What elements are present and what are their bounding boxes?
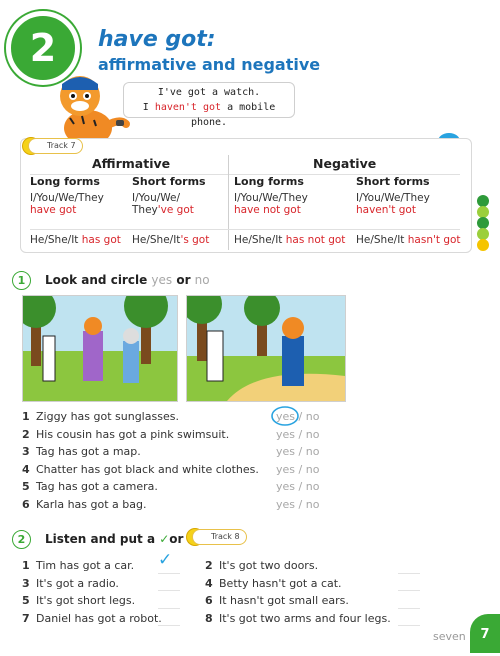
yes-no-option[interactable]: yes / no bbox=[276, 462, 320, 476]
aff-short-row2: He/She/It's got bbox=[132, 234, 210, 246]
list-item: 3 Tag has got a map. bbox=[22, 445, 141, 459]
tiger-mascot-illustration bbox=[40, 68, 130, 148]
answer-line[interactable] bbox=[398, 573, 420, 574]
speech-bubble bbox=[123, 82, 295, 128]
neg-short-forms-heading: Short forms bbox=[356, 175, 430, 188]
list-item: 8 It's got two arms and four legs. bbox=[205, 612, 391, 626]
yes-no-option[interactable]: yes / no bbox=[276, 410, 320, 423]
aff-long-forms-heading: Long forms bbox=[30, 175, 100, 188]
speech-line-2: I haven't got a mobile phone. bbox=[142, 102, 276, 128]
list-item: 5 Tag has got a camera. bbox=[22, 480, 158, 494]
lesson-title: have got: bbox=[98, 27, 216, 52]
aff-short-row1: I/You/We/ They've got bbox=[132, 192, 194, 216]
list-item: 6 Karla has got a bag. bbox=[22, 497, 147, 511]
list-item: 4 Betty hasn't got a cat. bbox=[205, 576, 342, 590]
track-8-label[interactable]: Track 8 bbox=[192, 529, 247, 545]
page-number-tab: 7 bbox=[470, 614, 500, 653]
aff-short-forms-heading: Short forms bbox=[132, 175, 206, 188]
exercise-1-instruction: Look and circle yes or no bbox=[45, 273, 210, 287]
neg-short-row1: I/You/We/They haven't got bbox=[356, 192, 430, 216]
yes-no-option[interactable]: yes / no bbox=[276, 480, 320, 494]
lesson-subtitle: affirmative and negative bbox=[98, 55, 321, 74]
page-number-word: seven bbox=[433, 630, 466, 643]
scene-picture-2 bbox=[186, 295, 346, 402]
list-item: 6 It hasn't got small ears. bbox=[205, 594, 349, 608]
answer-line[interactable] bbox=[398, 608, 420, 609]
lesson-number-badge: 2 bbox=[6, 11, 80, 85]
divider bbox=[228, 155, 229, 250]
answer-line[interactable] bbox=[158, 608, 180, 609]
answer-line[interactable] bbox=[158, 573, 180, 574]
affirmative-heading: Affirmative bbox=[92, 156, 171, 171]
list-item: 2 It's got two doors. bbox=[205, 559, 319, 572]
exercise-2-number: 2 bbox=[12, 530, 31, 549]
list-item: 1 Ziggy has got sunglasses. bbox=[22, 410, 179, 423]
list-item: 1 Tim has got a car. bbox=[22, 559, 135, 572]
exercise-2-right-list bbox=[205, 559, 405, 630]
divider bbox=[30, 229, 460, 230]
answer-line[interactable] bbox=[398, 590, 420, 591]
answer-line[interactable] bbox=[398, 625, 420, 626]
scene-picture-1 bbox=[22, 295, 178, 402]
answer-circle-mark bbox=[270, 404, 300, 426]
answer-line[interactable] bbox=[158, 625, 180, 626]
list-item: 4 Chatter has got black and white clothes. bbox=[22, 462, 259, 476]
neg-long-forms-heading: Long forms bbox=[234, 175, 304, 188]
list-item: 2 His cousin has got a pink swimsuit. bbox=[22, 427, 230, 441]
yes-no-option[interactable]: yes / no bbox=[276, 445, 320, 459]
neg-long-row2: He/She/It has not got bbox=[234, 234, 346, 246]
negative-heading: Negative bbox=[313, 156, 377, 171]
neg-short-row2: He/She/It hasn't got bbox=[356, 234, 461, 246]
answer-tick-mark: ✓ bbox=[158, 550, 173, 570]
yes-no-option[interactable]: yes / no bbox=[276, 427, 320, 441]
exercise-2-instruction: Listen and put a ✓or bbox=[45, 532, 184, 546]
aff-long-row1: I/You/We/They have got bbox=[30, 192, 104, 216]
track-7-label[interactable]: Track 7 bbox=[28, 138, 83, 154]
list-item: 3 It's got a radio. bbox=[22, 576, 119, 590]
neg-long-row1: I/You/We/They have not got bbox=[234, 192, 308, 216]
caterpillar-icon bbox=[474, 195, 492, 253]
list-item: 5 It's got short legs. bbox=[22, 594, 136, 608]
exercise-1-number: 1 bbox=[12, 271, 31, 290]
yes-no-option[interactable]: yes / no bbox=[276, 497, 320, 511]
list-item: 7 Daniel has got a robot. bbox=[22, 612, 162, 626]
speech-line-1: I've got a watch. bbox=[157, 87, 261, 98]
answer-line[interactable] bbox=[158, 590, 180, 591]
aff-long-row2: He/She/It has got bbox=[30, 234, 121, 246]
